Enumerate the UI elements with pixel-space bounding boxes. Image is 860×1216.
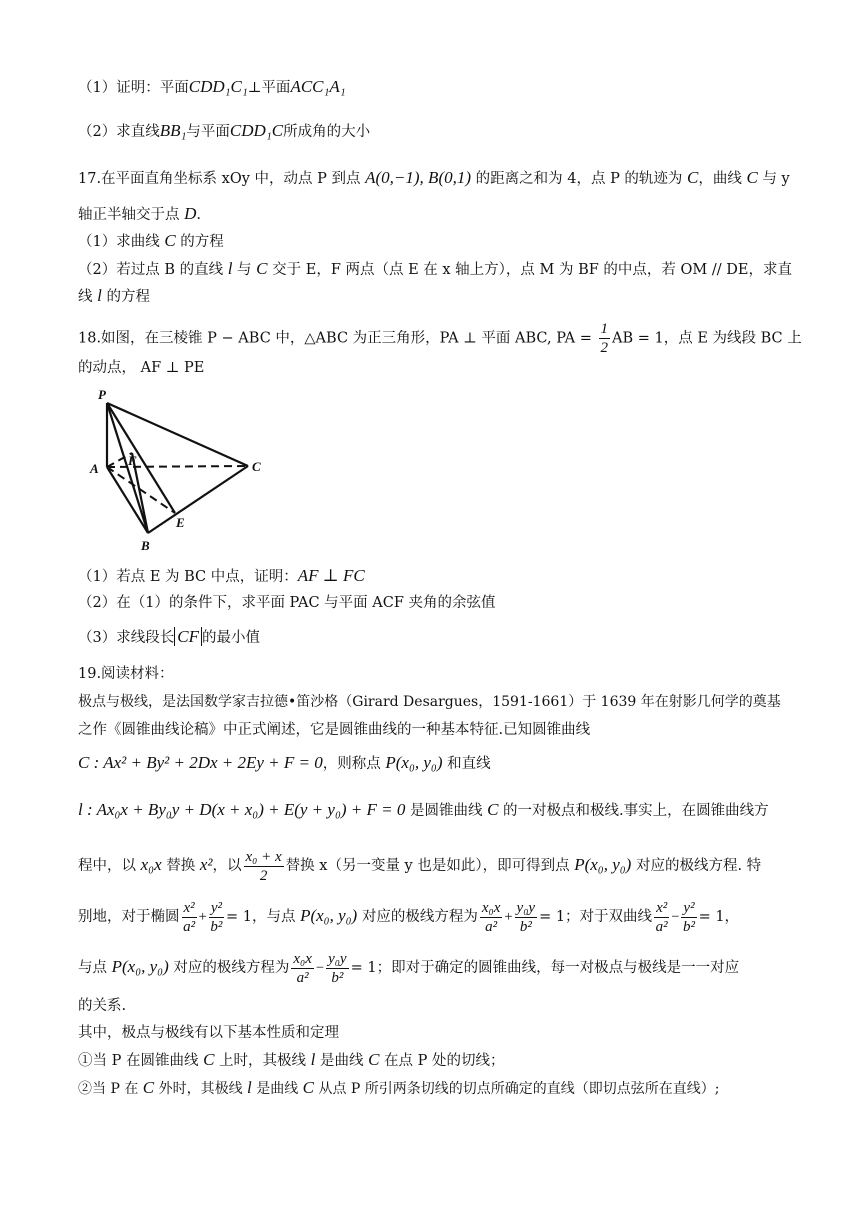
label-P: P	[98, 387, 106, 402]
q19-para1-line2: 之作《圆锥曲线论稿》中正式阐述，它是圆锥曲线的一种基本特征.已知圆锥曲线	[78, 722, 591, 738]
q17-stem-line1: 17.在平面直角坐标系 xOy 中，动点 P 到点 A(0,−1), B(0,1) 的距离之和为 4，点 P 的轨迹为 C，曲线 C 与 y	[78, 168, 790, 187]
q19-hyperbola-polar: 与点 P(x₀, y₀) 对应的极线方程为 $\frac{\text{x₀x}}{\text{a²}}$ − $\frac{\text{y₀y}}{\text{b²}}$ = 1；即对于确定的圆锥曲线，每一对极点与极线是一一对应	[78, 950, 740, 986]
q19-property-1: ①当 P 在圆锥曲线 C 上时，其极线 l 是曲线 C 在点 P 处的切线；	[78, 1050, 505, 1069]
q18-part3: （3）求线段长 CF 的最小值	[78, 627, 260, 646]
q17-stem-line2: 轴正半轴交于点 D.	[78, 204, 201, 223]
label-B: B	[141, 538, 150, 553]
q19-ellipse-hyperbola: 别地，对于椭圆 $\frac{\text{x²}}{\text{a²}}$ + $\frac{\text{y²}}{\text{b²}}$ = 1，与点 P(x₀, y₀) 对应的极线方程为 $\frac{\text{x₀x}}{\text{a²}}$ + $\frac{\text{y₀y}}{\text{b²}}$ = 1；对于双曲线 $\frac{\text{x²}}{\text{a²}}$ − $\frac{\text{y²}}{\text{b²}}$ = 1，	[78, 899, 740, 935]
q19-title: 19.阅读材料：	[78, 666, 174, 682]
label-F: F	[128, 453, 137, 468]
q19-polar-line-equation: l : Ax₀x + By₀y + D(x + x₀) + E(y + y₀) + F = 0 是圆锥曲线 C 的一对极点和极线.事实上，在圆锥曲线方	[78, 800, 769, 819]
q19-replacement-rule: 程中，以 x₀x 替换 x²，以 $\frac{\text{x₀ + x}}{2}$ 替换 x（另一变量 y 也是如此），即可得到点 P(x₀, y₀) 对应的极线方程. 特	[78, 848, 762, 884]
q18-stem-line2: 的动点， AF ⊥ PE	[78, 360, 205, 376]
q18-part2: （2）在（1）的条件下，求平面 PAC 与平面 ACF 夹角的余弦值	[78, 595, 496, 611]
q17-part2-line1: （2）若过点 B 的直线 l 与 C 交于 E，F 两点（点 E 在 x 轴上方），点 M 为 BF 的中点，若 OM // DE，求直	[78, 259, 792, 278]
q19-conic-equation: C : Ax² + By² + 2Dx + 2Ey + F = 0，则称点 P(x₀, y₀) 和直线	[78, 753, 491, 772]
q19-relation: 的关系.	[78, 998, 127, 1014]
q18-part1: （1）若点 E 为 BC 中点，证明：AF ⊥ FC	[78, 566, 365, 585]
q17-part2-line2: 线 l 的方程	[78, 286, 150, 305]
q16-part1: （1）证明：平面CDD₁C₁⊥平面ACC₁A₁	[78, 77, 346, 96]
q17-part1: （1）求曲线 C 的方程	[78, 231, 224, 250]
q19-property-2: ②当 P 在 C 外时，其极线 l 是曲线 C 从点 P 所引两条切线的切点所确定的直线（即切点弦所在直线）;	[78, 1078, 720, 1097]
label-A: A	[90, 461, 99, 476]
label-C: C	[252, 459, 261, 474]
q19-para1-line1: 极点与极线，是法国数学家吉拉德•笛沙格（Girard Desargues，1591-1661）于 1639 年在射影几何学的奠基	[78, 694, 781, 710]
q16-part2: （2）求直线BB₁与平面CDD₁C所成角的大小	[78, 121, 371, 140]
tetrahedron-figure	[78, 385, 278, 555]
fraction-one-half: $\frac{1}{2}$	[600, 321, 608, 356]
label-E: E	[176, 515, 185, 530]
q19-properties-intro: 其中，极点与极线有以下基本性质和定理	[78, 1025, 339, 1041]
q18-stem-line1: 18.如图，在三棱锥 P − ABC 中，△ABC 为正三角形，PA ⊥ 平面 ABC, PA = $\frac{1}{2}$ AB = 1，点 E 为线段 BC 上	[78, 321, 802, 356]
